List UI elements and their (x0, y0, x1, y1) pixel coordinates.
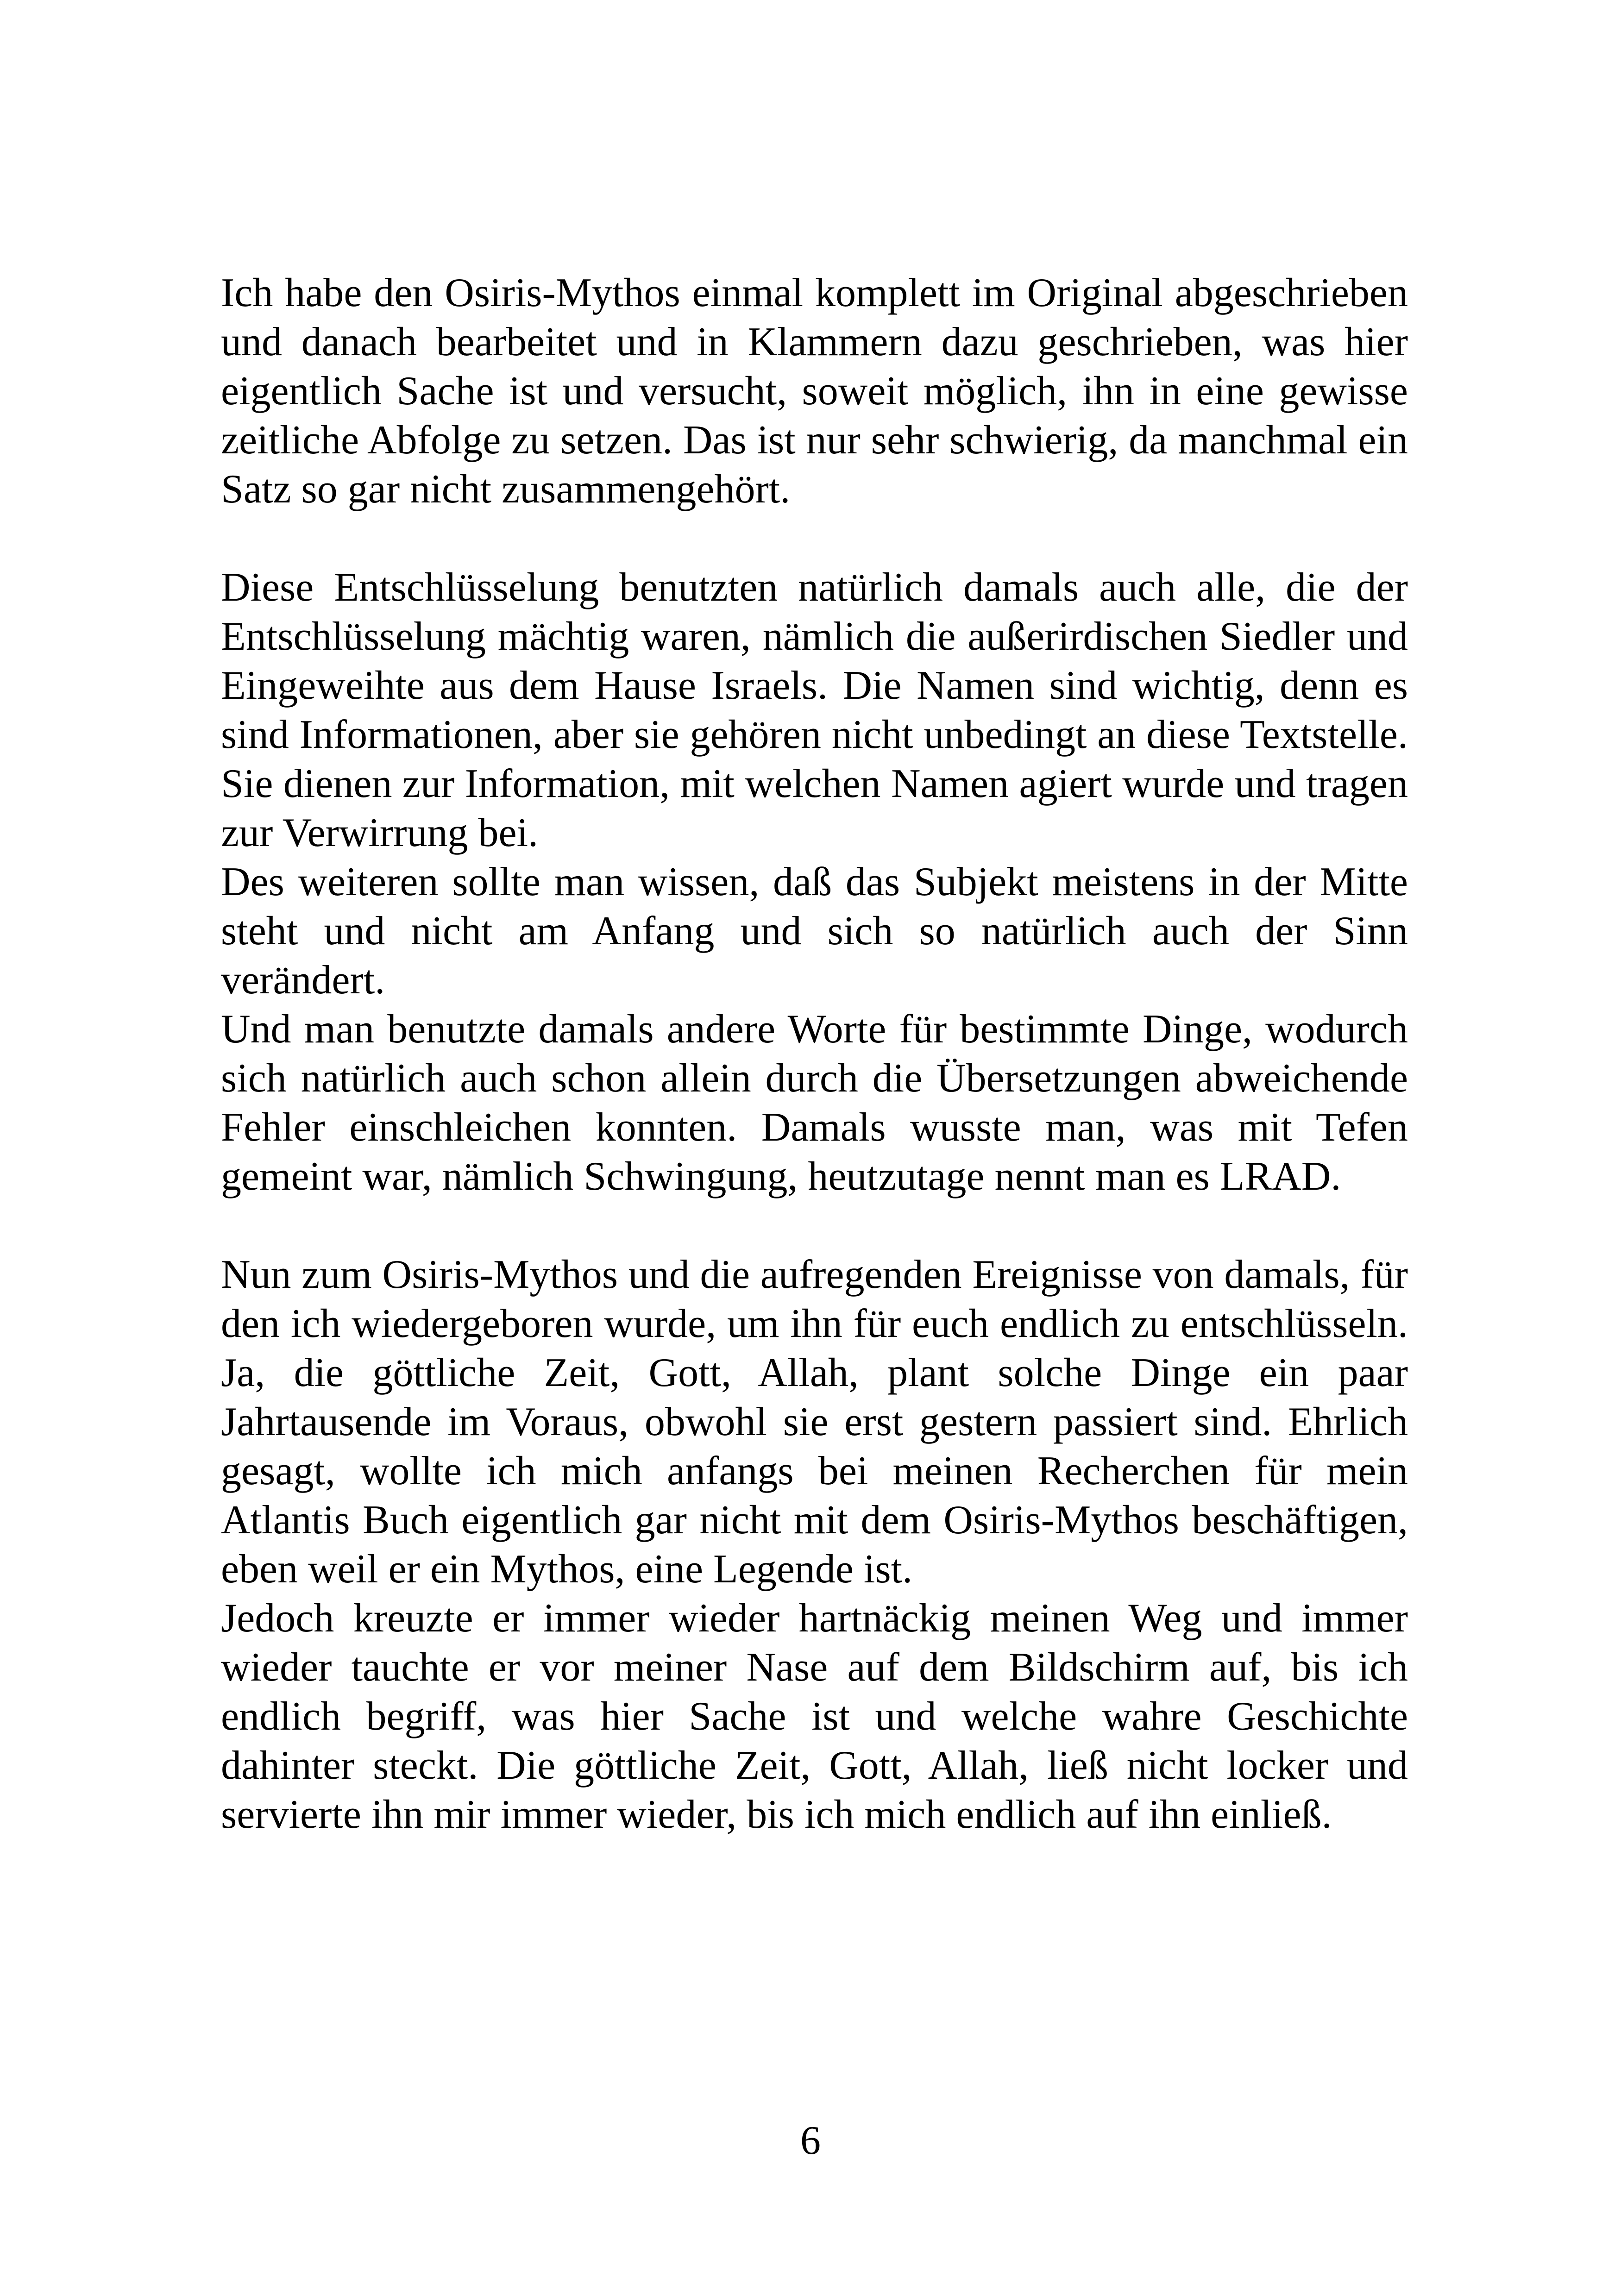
paragraph-1: Ich habe den Osiris-Mythos einmal komplett im Original abgeschrieben und danach bearbeitet und in Klammern dazu geschrieben, was hier eigentlich Sache ist und versucht, soweit möglich, ihn in eine gewisse zeitliche Abfolge zu setzen. Das ist nur sehr schwierig, da manchmal ein Satz so gar nicht zusammengehört. (221, 270, 1408, 512)
paragraph-4: Und man benutzte damals andere Worte für bestimmte Dinge, wodurch sich natürlich auch schon allein durch die Übersetzungen abweichende Fehler einschleichen konnten. Damals wusste man, was mit Tefen gemeint war, nämlich Schwingung, heutzutage nennt man es LRAD. (221, 1007, 1408, 1199)
paragraph-3: Des weiteren sollte man wissen, daß das Subjekt meistens in der Mitte steht und nicht am Anfang und sich so natürlich auch der Sinn verändert. (221, 859, 1408, 1003)
page-number: 6 (800, 2118, 821, 2163)
paragraph-5: Nun zum Osiris-Mythos und die aufregenden Ereignisse von damals, für den ich wiedergeboren wurde, um ihn für euch endlich zu entschlüsseln. Ja, die göttliche Zeit, Gott, Allah, plant solche Dinge ein paar Jahrtausende im Voraus, obwohl sie erst gestern passiert sind. Ehrlich gesagt, wollte ich mich anfangs bei meinen Recherchen für mein Atlantis Buch eigentlich gar nicht mit dem Osiris-Mythos beschäftigen, eben weil er ein Mythos, eine Legende ist. (221, 1252, 1408, 1592)
text-body (221, 269, 1408, 1839)
paragraph-6: Jedoch kreuzte er immer wieder hartnäckig meinen Weg und immer wieder tauchte er vor meiner Nase auf dem Bildschirm auf, bis ich endlich begriff, was hier Sache ist und welche wahre Geschichte dahinter steckt. Die göttliche Zeit, Gott, Allah, ließ nicht locker und servierte ihn mir immer wieder, bis ich mich endlich auf ihn einließ. (221, 1596, 1408, 1837)
paragraph-2: Diese Entschlüsselung benutzten natürlich damals auch alle, die der Entschlüsselung mächtig waren, nämlich die außerirdischen Siedler und Eingeweihte aus dem Hause Israels. Die Namen sind wichtig, denn es sind Informationen, aber sie gehören nicht unbedingt an diese Textstelle. Sie dienen zur Information, mit welchen Namen agiert wurde und tragen zur Verwirrung bei. (221, 565, 1408, 855)
